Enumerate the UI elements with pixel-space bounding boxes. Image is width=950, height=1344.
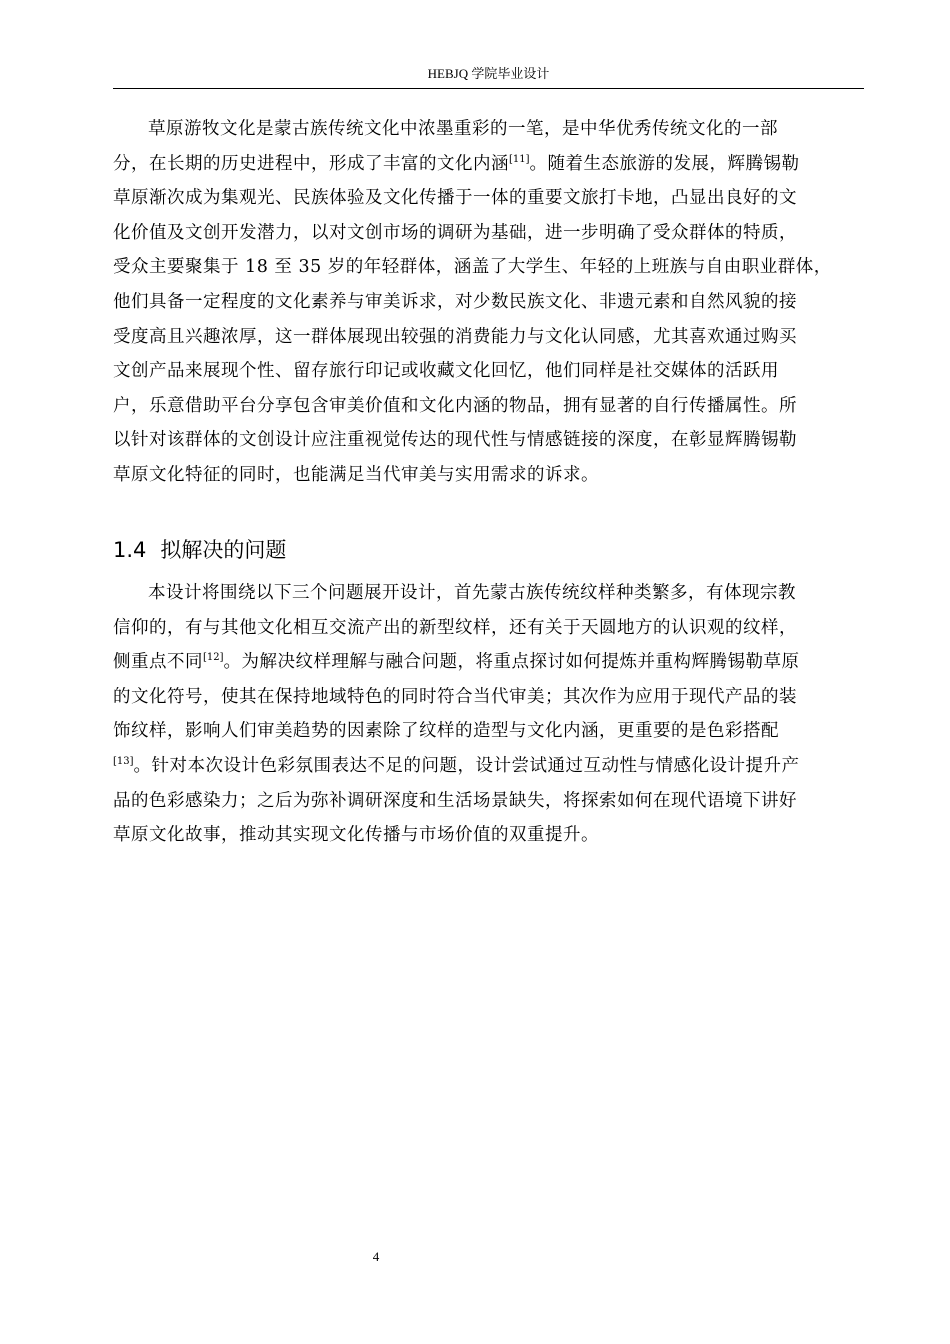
paragraph-line: [113, 645, 864, 680]
section-heading: [113, 536, 286, 564]
paragraph-line: 本设计将围绕以下三个问题展开设计，首先蒙古族传统纹样种类繁多，有体现宗教: [148, 583, 796, 603]
paragraph-line: 的文化符号，使其在保持地域特色的同时符合当代审美；其次作为应用于现代产品的装: [113, 686, 797, 707]
citation-11: [11]: [509, 153, 530, 165]
citation-13: [13]: [113, 755, 134, 767]
paragraph-line: 草原文化特征的同时，也能满足当代审美与实用需求的诉求。: [113, 464, 599, 485]
paragraph-line: 化价值及文创开发潜力，以对文创市场的调研为基础，进一步明确了受众群体的特质，: [113, 222, 797, 243]
paragraph-line: 草原游牧文化是蒙古族传统文化中浓墨重彩的一笔，是中华优秀传统文化的一部: [148, 119, 778, 139]
paragraph-line: 饰纹样，影响人们审美趋势的因素除了纹样的造型与文化内涵，更重要的是色彩搭配: [113, 721, 779, 742]
paragraph-line: 草原渐次成为集观光、民族体验及文化传播于一体的重要文旅打卡地，凸显出良好的文: [113, 188, 797, 209]
paragraph-line: 受众主要聚集于 18 至 35 岁的年轻群体，涵盖了大学生、年轻的上班族与自由职业群体，: [113, 257, 832, 278]
paragraph-line: 户，乐意借助平台分享包含审美价值和文化内涵的物品，拥有显著的自行传播属性。所: [113, 395, 797, 416]
paragraph-line: 文创产品来展现个性、留存旅行印记或收藏文化回忆，他们同样是社交媒体的活跃用: [113, 361, 779, 382]
paragraph-text: 。针对本次设计色彩氛围表达不足的问题，设计尝试通过互动性与情感化设计提升产: [133, 755, 800, 776]
header-divider: [113, 88, 864, 89]
page-header: HEBJQ 学院毕业设计: [427, 66, 550, 81]
paragraph-line: 他们具备一定程度的文化素养与审美诉求，对少数民族文化、非遗元素和自然风貌的接: [113, 291, 797, 312]
body-paragraph-2: [113, 576, 864, 853]
section-title: 拟解决的问题: [160, 538, 287, 562]
body-paragraph-1: [113, 112, 864, 493]
paragraph-line: 品的色彩感染力；之后为弥补调研深度和生活场景缺失，将探索如何在现代语境下讲好: [113, 790, 797, 811]
paragraph-line: [113, 147, 864, 182]
paragraph-line: 受度高且兴趣浓厚，这一群体展现出较强的消费能力与文化认同感，尤其喜欢通过购买: [113, 326, 797, 347]
paragraph-line: 信仰的，有与其他文化相互交流产出的新型纹样，还有关于天圆地方的认识观的纹样，: [113, 617, 797, 638]
paragraph-text: 。为解决纹样理解与融合问题，将重点探讨如何提炼并重构辉腾锡勒草原: [223, 652, 800, 673]
paragraph-line: [113, 749, 864, 784]
page-number: 4: [372, 1249, 380, 1264]
paragraph-line: 草原文化故事，推动其实现文化传播与市场价值的双重提升。: [113, 825, 599, 846]
paragraph-text: 。随着生态旅游的发展，辉腾锡勒: [529, 153, 800, 174]
citation-12: [12]: [203, 652, 224, 664]
section-number: 1.4: [113, 538, 147, 562]
paragraph-text: 侧重点不同: [113, 652, 203, 673]
paragraph-line: 以针对该群体的文创设计应注重视觉传达的现代性与情感链接的深度，在彰显辉腾锡勒: [113, 430, 797, 451]
paragraph-text: 分，在长期的历史进程中，形成了丰富的文化内涵: [113, 153, 509, 174]
